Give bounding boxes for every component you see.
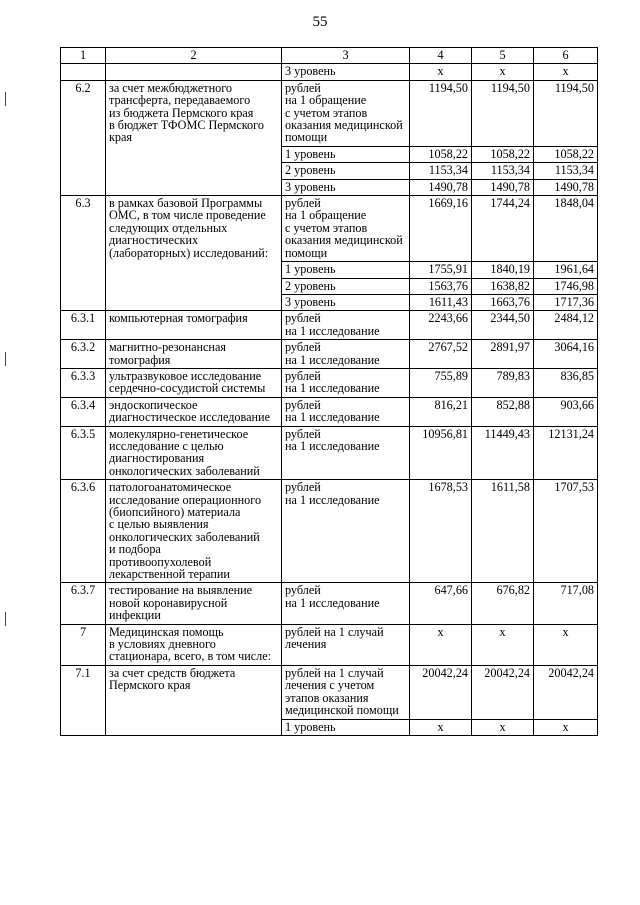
row-value-col5: 1744,24 xyxy=(472,196,534,262)
row-value-col6: 1746,98 xyxy=(534,278,598,294)
row-unit: 1 уровень xyxy=(282,146,410,162)
row-value-col5: x xyxy=(472,719,534,735)
row-unit: 2 уровень xyxy=(282,163,410,179)
row-value-col4: 1669,16 xyxy=(410,196,472,262)
table-row xyxy=(61,80,598,146)
row-description: за счет межбюджетного трансферта, передаваемого из бюджета Пермского края в бюджет ТФОМС Пермского края xyxy=(106,80,282,195)
row-value-col5: 2344,50 xyxy=(472,311,534,340)
table-row xyxy=(61,311,598,340)
row-unit: рублей на 1 случай лечения xyxy=(282,624,410,665)
row-value-col6: 1058,22 xyxy=(534,146,598,162)
row-value-col6: 1490,78 xyxy=(534,179,598,195)
row-value-col5: 1663,76 xyxy=(472,294,534,310)
scan-margin-mark xyxy=(5,352,6,366)
row-number: 6.3 xyxy=(61,196,106,311)
row-value-col6: 1194,50 xyxy=(534,80,598,146)
row-number: 6.3.4 xyxy=(61,397,106,426)
row-value-col6: 12131,24 xyxy=(534,426,598,480)
row-value-col5: 1058,22 xyxy=(472,146,534,162)
row-value-col4: 20042,24 xyxy=(410,665,472,719)
row-description: тестирование на выявление новой коронавирусной инфекции xyxy=(106,583,282,624)
row-value-col6: 1153,34 xyxy=(534,163,598,179)
scan-margin-mark xyxy=(5,612,6,626)
row-value-col4: 755,89 xyxy=(410,368,472,397)
row-unit: рублей на 1 исследование xyxy=(282,426,410,480)
table-row xyxy=(61,583,598,624)
header-cell: 3 xyxy=(282,48,410,64)
row-number: 7 xyxy=(61,624,106,665)
row-value-col6: x xyxy=(534,64,598,80)
row-value-col4: x xyxy=(410,64,472,80)
row-description: магнитно-резонансная томография xyxy=(106,340,282,369)
row-value-col4: 816,21 xyxy=(410,397,472,426)
row-value-col5: 20042,24 xyxy=(472,665,534,719)
row-unit: рублей на 1 исследование xyxy=(282,368,410,397)
row-value-col6: 1707,53 xyxy=(534,480,598,583)
table-row xyxy=(61,480,598,583)
row-value-col4: 1755,91 xyxy=(410,262,472,278)
row-description: молекулярно-генетическое исследование с целью диагностирования онкологических заболеваний xyxy=(106,426,282,480)
header-cell: 4 xyxy=(410,48,472,64)
table-header-row xyxy=(61,48,598,64)
table-row xyxy=(61,624,598,665)
row-unit: рублей на 1 исследование xyxy=(282,583,410,624)
row-value-col4: 2243,66 xyxy=(410,311,472,340)
row-unit: 3 уровень xyxy=(282,179,410,195)
row-unit: рублей на 1 обращение с учетом этапов оказания медицинской помощи xyxy=(282,80,410,146)
row-value-col5: 1194,50 xyxy=(472,80,534,146)
scan-margin-mark xyxy=(5,92,6,106)
row-number: 7.1 xyxy=(61,665,106,735)
row-unit: 3 уровень xyxy=(282,294,410,310)
row-value-col6: 836,85 xyxy=(534,368,598,397)
row-value-col4: x xyxy=(410,719,472,735)
row-description: ультразвуковое исследование сердечно-сосудистой системы xyxy=(106,368,282,397)
row-description: эндоскопическое диагностическое исследование xyxy=(106,397,282,426)
header-cell: 5 xyxy=(472,48,534,64)
row-number: 6.3.6 xyxy=(61,480,106,583)
row-value-col4: 10956,81 xyxy=(410,426,472,480)
row-description: Медицинская помощь в условиях дневного стационара, всего, в том числе: xyxy=(106,624,282,665)
header-cell: 6 xyxy=(534,48,598,64)
row-value-col6: 717,08 xyxy=(534,583,598,624)
row-value-col5: 1153,34 xyxy=(472,163,534,179)
row-value-col5: 676,82 xyxy=(472,583,534,624)
row-unit: 3 уровень xyxy=(282,64,410,80)
header-cell: 2 xyxy=(106,48,282,64)
row-value-col6: 1961,64 xyxy=(534,262,598,278)
table-row xyxy=(61,426,598,480)
row-value-col5: 789,83 xyxy=(472,368,534,397)
row-value-col5: 1490,78 xyxy=(472,179,534,195)
row-number: 6.2 xyxy=(61,80,106,195)
row-value-col5: x xyxy=(472,624,534,665)
row-unit: рублей на 1 исследование xyxy=(282,480,410,583)
row-unit: рублей на 1 обращение с учетом этапов оказания медицинской помощи xyxy=(282,196,410,262)
table-row xyxy=(61,368,598,397)
row-value-col4: 647,66 xyxy=(410,583,472,624)
row-value-col6: 2484,12 xyxy=(534,311,598,340)
row-value-col6: x xyxy=(534,719,598,735)
row-value-col5: 852,88 xyxy=(472,397,534,426)
row-number: 6.3.7 xyxy=(61,583,106,624)
row-value-col6: 903,66 xyxy=(534,397,598,426)
row-unit: 1 уровень xyxy=(282,719,410,735)
row-value-col4: 1563,76 xyxy=(410,278,472,294)
row-number: 6.3.3 xyxy=(61,368,106,397)
row-value-col5: 2891,97 xyxy=(472,340,534,369)
row-value-col5: 1840,19 xyxy=(472,262,534,278)
row-value-col6: 1848,04 xyxy=(534,196,598,262)
table-row xyxy=(61,397,598,426)
row-value-col5: x xyxy=(472,64,534,80)
row-description xyxy=(106,64,282,80)
row-unit: рублей на 1 исследование xyxy=(282,340,410,369)
row-description: патологоанатомическое исследование операционного (биопсийного) материала с целью выявления онкологических заболеваний и подбора противоопухолевой лекарственной терапии xyxy=(106,480,282,583)
row-number: 6.3.5 xyxy=(61,426,106,480)
row-value-col4: x xyxy=(410,624,472,665)
row-unit: 2 уровень xyxy=(282,278,410,294)
row-value-col6: 1717,36 xyxy=(534,294,598,310)
row-value-col5: 1611,58 xyxy=(472,480,534,583)
row-unit: рублей на 1 исследование xyxy=(282,397,410,426)
page-number: 55 xyxy=(312,14,328,30)
row-value-col4: 1611,43 xyxy=(410,294,472,310)
row-description: в рамках базовой Программы ОМС, в том числе проведение следующих отдельных диагностических (лабораторных) исследований: xyxy=(106,196,282,311)
table-row xyxy=(61,340,598,369)
row-number: 6.3.2 xyxy=(61,340,106,369)
row-value-col5: 1638,82 xyxy=(472,278,534,294)
row-value-col4: 1058,22 xyxy=(410,146,472,162)
row-value-col4: 1490,78 xyxy=(410,179,472,195)
row-value-col4: 2767,52 xyxy=(410,340,472,369)
row-unit: 1 уровень xyxy=(282,262,410,278)
tariff-table xyxy=(60,47,598,736)
row-value-col5: 11449,43 xyxy=(472,426,534,480)
row-value-col4: 1678,53 xyxy=(410,480,472,583)
row-value-col6: x xyxy=(534,624,598,665)
row-description: компьютерная томография xyxy=(106,311,282,340)
row-description: за счет средств бюджета Пермского края xyxy=(106,665,282,735)
table-row xyxy=(61,665,598,719)
row-value-col6: 3064,16 xyxy=(534,340,598,369)
row-value-col4: 1194,50 xyxy=(410,80,472,146)
row-value-col6: 20042,24 xyxy=(534,665,598,719)
row-unit: рублей на 1 случай лечения с учетом этапов оказания медицинской помощи xyxy=(282,665,410,719)
row-number xyxy=(61,64,106,80)
row-unit: рублей на 1 исследование xyxy=(282,311,410,340)
table-row xyxy=(61,196,598,262)
table-row xyxy=(61,64,598,80)
header-cell: 1 xyxy=(61,48,106,64)
row-value-col4: 1153,34 xyxy=(410,163,472,179)
row-number: 6.3.1 xyxy=(61,311,106,340)
